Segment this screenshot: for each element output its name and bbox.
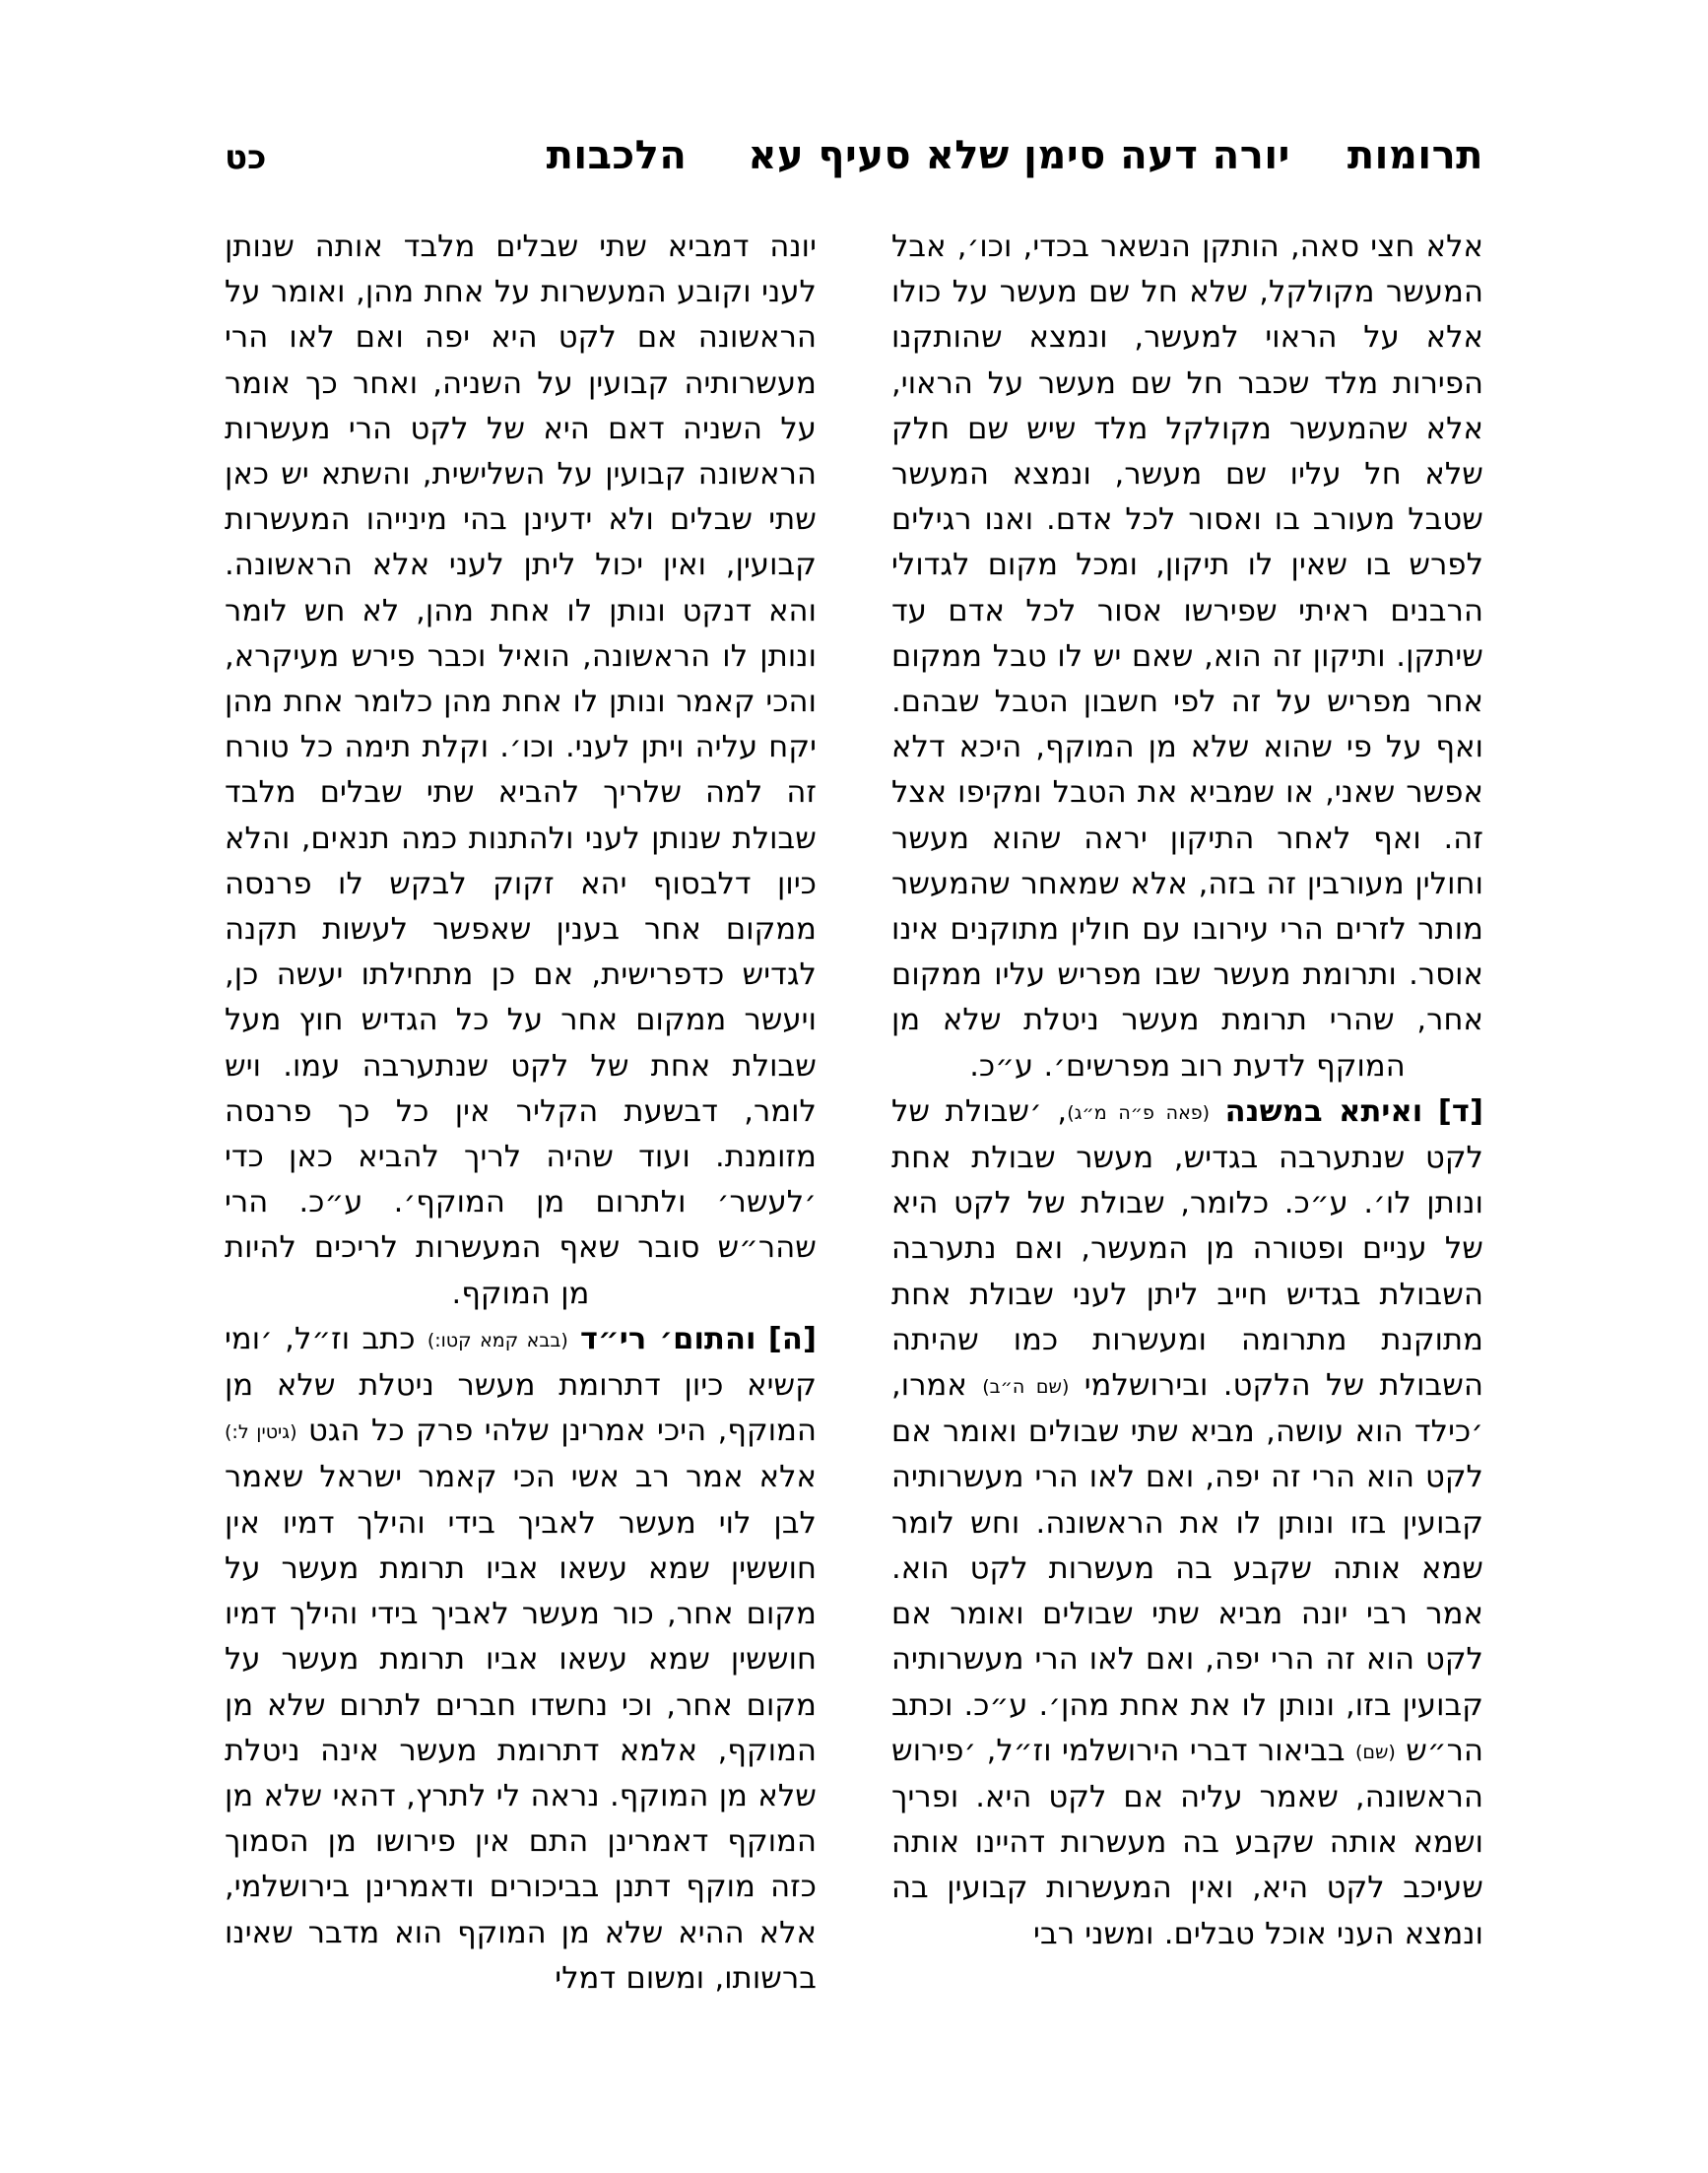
section-lead-words: והתום׳ רי״ד [580, 1321, 756, 1356]
section-body-text: , ׳שבולת של לקט שנתערבה בגדיש, מעשר שבולת אחת ונותן לו׳. ע״כ. כלומר, שבולת של לקט היא של עניים ופטורה מן המעשר, ואם נתערבה השבולת בגדיש חייב ליתן לעני שבולת אחת מתוקנת מתרומה ומעשרות כמו שהיתה השבולת של הלקט. ובירושלמי [891, 1093, 1483, 1404]
header-locator: יורה דעה סימן שלא סעיף עא [748, 133, 1290, 178]
section-letter: [ה] [767, 1321, 817, 1356]
source-citation: (גיטין ל:) [225, 1421, 297, 1444]
source-citation: (בבא קמא קטו:) [427, 1329, 568, 1351]
source-citation: (שם) [1354, 1741, 1396, 1763]
section-letter: [ד] [1437, 1093, 1483, 1129]
section-block [225, 1317, 817, 2002]
section-lead-words: ואיתא במשנה [1224, 1093, 1423, 1129]
header-book-title: תרומות [1347, 133, 1483, 178]
column-right [891, 225, 1483, 2025]
paragraph-continuation: בביאור דברי הירושלמי וז״ל, ׳פירוש הראשונה, שאמר עליה אם לקט היא. ופריך ושמא אותה שקבע בה מעשרות דהיינו אותה שעיכב לקט היא, ואין המעשרות קבועין בה ונמצא העני אוכל טבלים. ומשני רבי [891, 1733, 1483, 1951]
body-columns [225, 225, 1483, 2025]
source-citation: (פאה פ״ה מ״ג) [1067, 1101, 1211, 1124]
paragraph: אלא חצי סאה, הותקן הנשאר בכדי, וכו׳, אבל המעשר מקולקל, שלא חל שם מעשר על כולו אלא על הראוי למעשר, ונמצא שהותקנו הפירות מלד שכבר חל שם מעשר על הראוי, אלא שהמעשר מקולקל מלד שיש שם חלק שלא חל עליו שם מעשר, ונמצא המעשר שטבל מעורב בו ואסור לכל אדם. ואנו רגילים לפרש בו שאין לו תיקון, ומכל מקום לגדולי הרבנים ראיתי שפירשו אסור לכל אדם עד שיתקן. ותיקון זה הוא, שאם יש לו טבל ממקום אחר מפריש על זה לפי חשבון הטבל שבהם. ואף על פי שהוא שלא מן המוקף, היכא דלא אפשר שאני, או שמביא את הטבל ומקיפו אצל זה. ואף לאחר התיקון יראה שהוא מעשר וחולין מעורבין זה בזה, אלא שמאחר שהמעשר מותר לזרים הרי עירובו עם חולין מתוקנים אינו אוסר. ותרומת מעשר שבו מפריש עליו ממקום אחר, שהרי תרומת מעשר ניטלת שלא מן המוקף לדעת רוב מפרשים׳. ע״כ. [891, 230, 1483, 1084]
column-left [225, 225, 817, 2025]
source-citation: (שם ה״ב) [982, 1376, 1070, 1399]
section-block [891, 1089, 1483, 1957]
header-folio-number: כט [225, 138, 267, 177]
paragraph: יונה דמביא שתי שבלים מלבד אותה שנותן לעני וקובע המעשרות על אחת מהן, ואומר על הראשונה אם לקט היא יפה ואם לאו הרי מעשרותיה קבועין על השניה, ואחר כך אומר על השניה דאם היא של לקט הרי מעשרות הראשונה קבועין על השלישית, והשתא יש כאן שתי שבלים ולא ידעינן בהי מינייהו המעשרות קבועין, ואין יכול ליתן לעני אלא הראשונה. והא דנקט ונותן לו אחת מהן, לא חש לומר ונותן לו הראשונה, הואיל וכבר פירש מעיקרא, והכי קאמר ונותן לו אחת מהן כלומר אחת מהן יקח עליה ויתן לעני. וכו׳. וקלת תימה כל טורח זה למה שלריך להביא שתי שבלים מלבד שבולת שנותן לעני ולהתנות כמה תנאים, והלא כיון דלבסוף יהא זקוק לבקש לו פרנסה ממקום אחר בענין שאפשר לעשות תקנה לגדיש כדפרישית, אם כן מתחילתו יעשה כן, ויעשר ממקום אחר על כל הגדיש חוץ מעל שבולת אחת של לקט שנתערבה עמו. ויש לומר, דבשעת הקליר אין כל כך פרנסה מזומנת. ועוד שהיה לריך להביא כאן כדי ׳לעשר׳ ולתרום מן המוקף׳. ע״כ. הרי שהר״ש סובר שאף המעשרות לריכים להיות מן המוקף. [225, 230, 817, 1311]
header-subtitle: הלכבות [546, 133, 688, 178]
running-header [225, 133, 1483, 197]
section-body-text: כתב וז״ל, ׳ומי קשיא כיון דתרומת מעשר ניטלת שלא מן המוקף, היכי אמרינן שלהי פרק כל הגט [225, 1321, 817, 1449]
paragraph-continuation: אלא אמר רב אשי הכי קאמר ישראל שאמר לבן לוי מעשר לאביך בידי והילך דמיו אין חוששין שמא עשאו אביו תרומת מעשר על מקום אחר, כור מעשר לאביך בידי והילך דמיו חוששין שמא עשאו אביו תרומת מעשר על מקום אחר, וכי נחשדו חברים לתרום שלא מן המוקף, אלמא דתרומת מעשר אינה ניטלת שלא מן המוקף. נראה לי לתרץ, דהאי שלא מן המוקף דאמרינן התם אין פירושו מן הסמוך כזה מוקף דתנן בביכורים ודאמרינן בירושלמי, אלא ההיא שלא מן המוקף הוא מדבר שאינו ברשותו, ומשום דמלי [225, 1460, 817, 1996]
paragraph-continuation: אמרו, ׳כילד הוא עושה, מביא שתי שבולים ואומר אם לקט הוא הרי זה יפה, ואם לאו הרי מעשרותיה קבועין בזו ונותן לו את הראשונה. וחש לומר שמא אותה שקבע בה מעשרות לקט הוא. אמר רבי יונה מביא שתי שבולים ואומר אם לקט הוא זה הרי יפה, ואם לאו הרי מעשרותיה קבועין בזו, ונותן לו את אחת מהן׳. ע״כ. וכתב הר״ש [891, 1368, 1483, 1768]
